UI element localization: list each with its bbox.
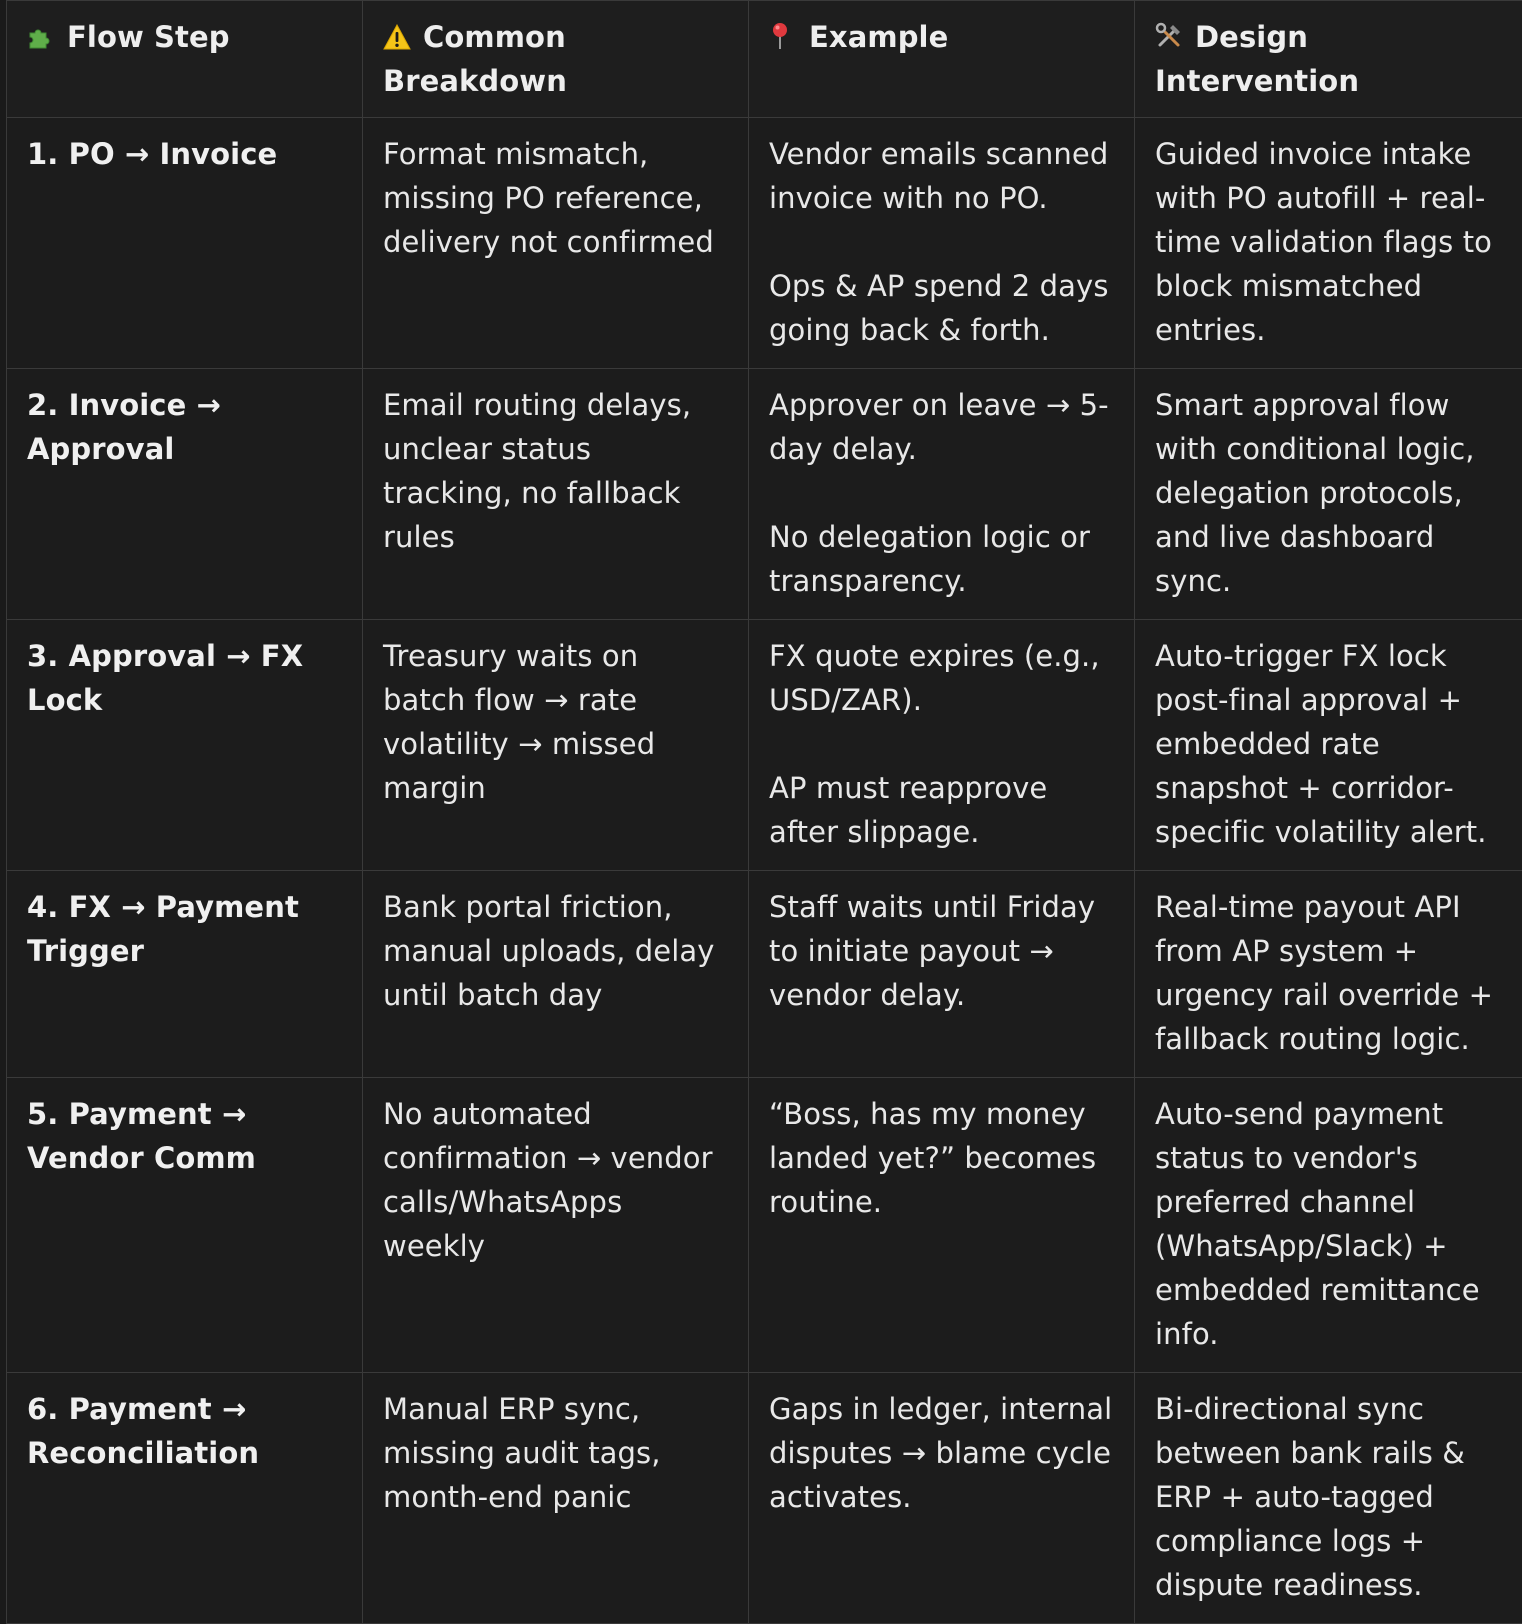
example-paragraph: AP must reapprove after slippage. xyxy=(769,771,1048,849)
table-row xyxy=(7,620,1522,871)
example-cell xyxy=(749,1078,1135,1373)
example-paragraph: No delegation logic or transparency. xyxy=(769,520,1091,598)
table-row xyxy=(7,118,1522,369)
breakdown-cell: Manual ERP sync, missing audit tags, month-end panic xyxy=(363,1373,749,1624)
example-paragraph: Staff waits until Friday to initiate payout → vendor delay. xyxy=(769,890,1096,1012)
flow-breakdown-table xyxy=(6,0,1522,1624)
hammer-and-wrench-icon xyxy=(1155,22,1185,50)
column-header-common-breakdown xyxy=(363,1,749,118)
column-header-label: Example xyxy=(809,20,949,54)
flow-step-cell: 1. PO → Invoice xyxy=(7,118,363,369)
example-cell xyxy=(749,871,1135,1078)
table-row xyxy=(7,871,1522,1078)
column-header-label: Common Breakdown xyxy=(383,20,567,98)
breakdown-cell: No automated confirmation → vendor calls/WhatsApps weekly xyxy=(363,1078,749,1373)
intervention-cell: Auto-send payment status to vendor's preferred channel (WhatsApp/Slack) + embedded remittance info. xyxy=(1135,1078,1522,1373)
example-paragraph: Gaps in ledger, internal disputes → blame cycle activates. xyxy=(769,1392,1113,1514)
column-header-design-intervention xyxy=(1135,1,1522,118)
breakdown-cell: Bank portal friction, manual uploads, delay until batch day xyxy=(363,871,749,1078)
flow-step-cell: 3. Approval → FX Lock xyxy=(7,620,363,871)
breakdown-cell: Treasury waits on batch flow → rate volatility → missed margin xyxy=(363,620,749,871)
example-cell xyxy=(749,369,1135,620)
flow-step-cell: 4. FX → Payment Trigger xyxy=(7,871,363,1078)
example-paragraph: Vendor emails scanned invoice with no PO. xyxy=(769,137,1109,215)
table-header-row xyxy=(7,1,1522,118)
example-paragraph: Ops & AP spend 2 days going back & forth. xyxy=(769,269,1109,347)
example-cell xyxy=(749,118,1135,369)
warning-icon xyxy=(383,24,413,50)
flow-step-cell: 2. Invoice → Approval xyxy=(7,369,363,620)
example-paragraph: Approver on leave → 5-day delay. xyxy=(769,388,1109,466)
puzzle-piece-icon xyxy=(27,24,57,50)
intervention-cell: Guided invoice intake with PO autofill + real-time validation flags to block mismatched entries. xyxy=(1135,118,1522,369)
table-row xyxy=(7,1373,1522,1624)
intervention-cell: Real-time payout API from AP system + urgency rail override + fallback routing logic. xyxy=(1135,871,1522,1078)
table-row xyxy=(7,369,1522,620)
intervention-cell: Auto-trigger FX lock post-final approval + embedded rate snapshot + corridor-specific volatility alert. xyxy=(1135,620,1522,871)
flow-step-cell: 6. Payment → Reconciliation xyxy=(7,1373,363,1624)
breakdown-cell: Format mismatch, missing PO reference, delivery not confirmed xyxy=(363,118,749,369)
column-header-example xyxy=(749,1,1135,118)
example-paragraph: “Boss, has my money landed yet?” becomes routine. xyxy=(769,1097,1097,1219)
column-header-flow-step xyxy=(7,1,363,118)
column-header-label: Design Intervention xyxy=(1155,20,1360,98)
flow-step-cell: 5. Payment → Vendor Comm xyxy=(7,1078,363,1373)
intervention-cell: Bi-directional sync between bank rails & ERP + auto-tagged compliance logs + dispute readiness. xyxy=(1135,1373,1522,1624)
column-header-label: Flow Step xyxy=(67,20,230,54)
table-row xyxy=(7,1078,1522,1373)
example-cell xyxy=(749,620,1135,871)
breakdown-cell: Email routing delays, unclear status tracking, no fallback rules xyxy=(363,369,749,620)
example-paragraph: FX quote expires (e.g., USD/ZAR). xyxy=(769,639,1100,717)
example-cell xyxy=(749,1373,1135,1624)
intervention-cell: Smart approval flow with conditional logic, delegation protocols, and live dashboard sync. xyxy=(1135,369,1522,620)
round-pushpin-icon xyxy=(769,22,799,50)
